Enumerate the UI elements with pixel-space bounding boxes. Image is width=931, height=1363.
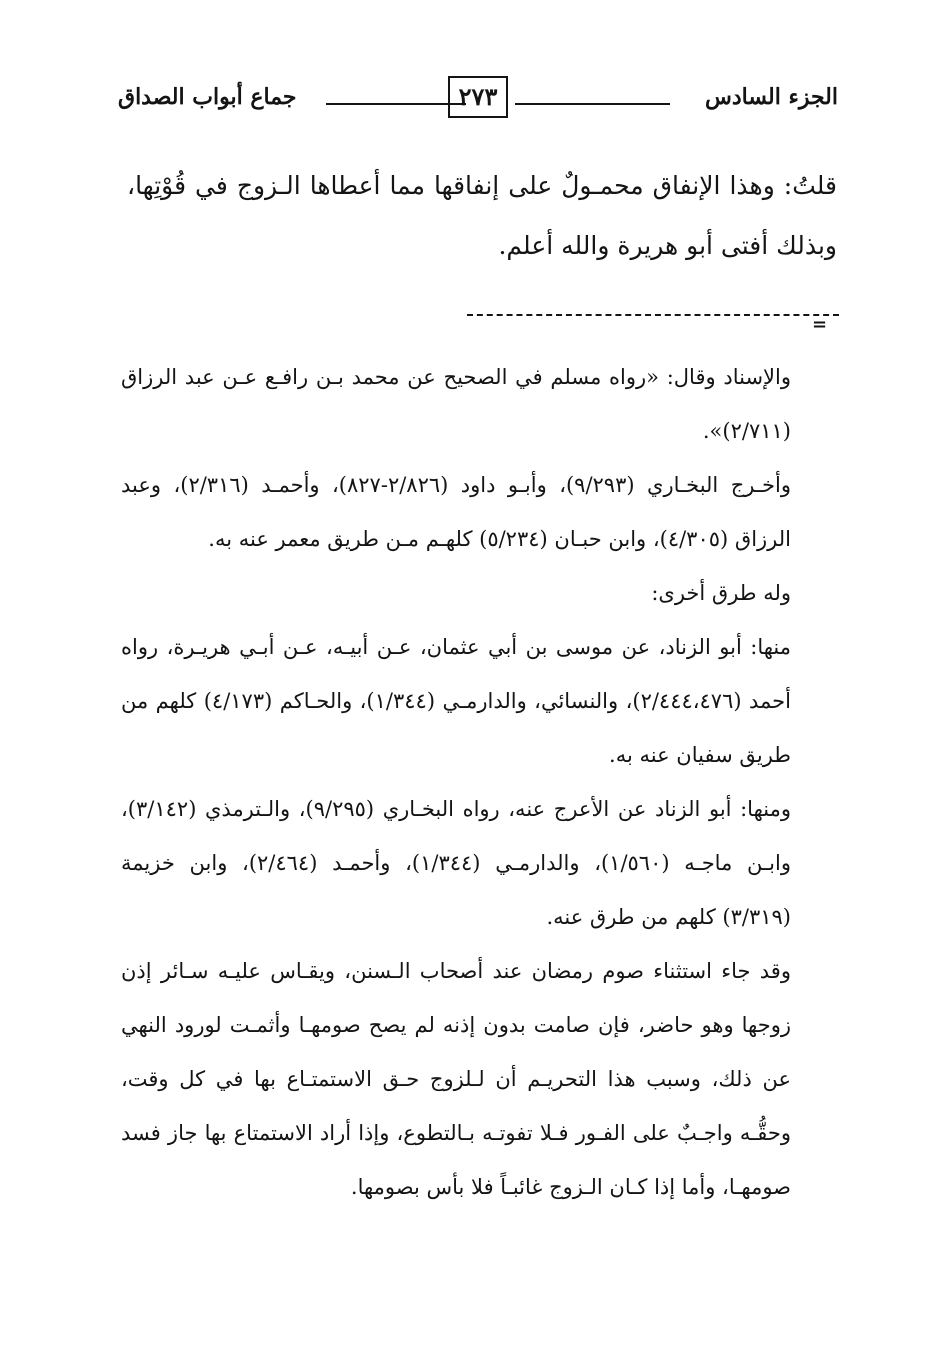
footnote-paragraph: منها: أبو الزناد، عن موسى بن أبي عثمان، عـن أبيـه، عـن أبـي هريـرة، رواه أحمد (٢/٤٤٤،٤٧٦)، والنسائي، والدارمـي (١/٣٤٤)، والحـاكم (٤/١٧٣) كلهم من طريق سفيان عنه به. — [121, 635, 791, 767]
header-rule-left — [326, 103, 466, 105]
main-paragraph: قلتُ: وهذا الإنفاق محمـولٌ على إنفاقها مما أعطاها الـزوج في قُوْتِها، وبذلك أفتى أبو هريرة والله أعلم. — [127, 171, 837, 260]
footnote-paragraph: وقد جاء استثناء صوم رمضان عند أصحاب الـسنن، ويقـاس عليـه سـائر إذن زوجها وهو حاضر، فإن صامت بدون إذنه لم يصح صومهـا وأثمـت لورود النهي عن ذلك، وسبب هذا التحريـم أن لـلزوج حـق الاستمتـاع بها في كل وقت، وحقُّـه واجـبٌ على الفـور فـلا تفوتـه بـالتطوع، وإذا أراد الاستمتاع بها جاز فسد صومهـا، وأما إذا كـان الـزوج غائبـاً فلا بأس بصومها. — [121, 959, 791, 1199]
footnote-paragraph: والإسناد وقال: «رواه مسلم في الصحيح عن محمد بـن رافـع عـن عبد الرزاق (٢/٧١١)». — [121, 365, 791, 443]
footnote-paragraph: وله طرق أخرى: — [651, 581, 791, 605]
footnote-separator — [467, 314, 839, 316]
volume-title: الجزء السادس — [705, 84, 838, 110]
footnote-paragraph: وأخـرج البخـاري (٩/٢٩٣)، وأبـو داود (٢/٨٢٦-٨٢٧)، وأحمـد (٢/٣١٦)، وعبد الرزاق (٤/٣٠٥)، وابن حبـان (٥/٢٣٤) كلهـم مـن طريق معمر عنه به. — [121, 473, 791, 551]
page-header — [118, 74, 838, 130]
footnotes — [121, 350, 791, 1214]
footnote-paragraph: ومنها: أبو الزناد عن الأعرج عنه، رواه البخـاري (٩/٢٩٥)، والـترمذي (٣/١٤٢)، وابـن ماجـه (١/٥٦٠)، والدارمـي (١/٣٤٤)، وأحمـد (٢/٤٦٤)، وابن خزيمة (٣/٣١٩) كلهم من طرق عنه. — [121, 797, 791, 929]
page-number: ٢٧٣ — [448, 76, 508, 118]
footnote-continuation-mark: = — [812, 314, 828, 335]
main-body — [127, 156, 837, 276]
header-rule-right — [515, 103, 670, 105]
chapter-title: جماع أبواب الصداق — [118, 84, 297, 110]
